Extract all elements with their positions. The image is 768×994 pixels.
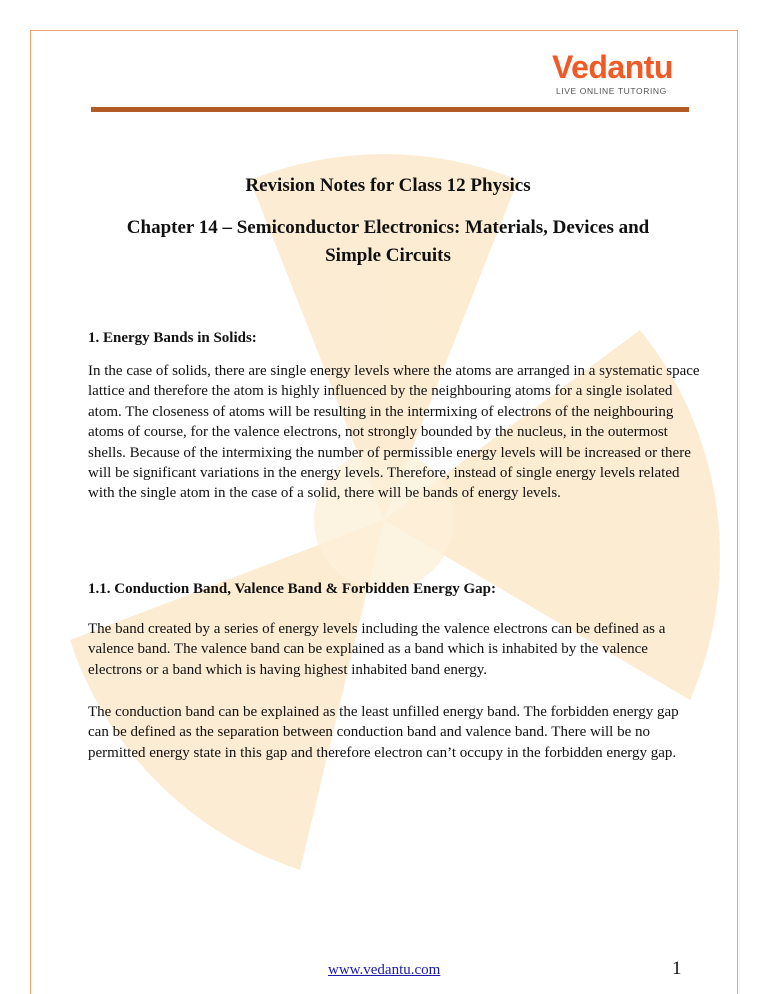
header-divider: [91, 107, 689, 112]
section-heading: 1.1. Conduction Band, Valence Band & Forbidden Energy Gap:: [88, 581, 496, 597]
section-paragraph: The band created by a series of energy levels including the valence electrons can be defined as a valence band. The valence band can be explained as a band which is inhabited by the valence electrons or a band which is having highest inhabited band energy.: [88, 621, 666, 678]
page-number: 1: [672, 958, 682, 979]
section-heading: 1. Energy Bands in Solids:: [88, 330, 257, 346]
logo-wordmark: Vedantu: [552, 49, 673, 85]
chapter-title-line1: Chapter 14 – Semiconductor Electronics: Materials, Devices and: [126, 217, 650, 238]
vedantu-logo: [552, 50, 682, 100]
section-paragraph: The conduction band can be explained as the least unfilled energy band. The forbidden energy gap can be defined as the separation between conduction band and valence band. There will be no permitted energy state in this gap and therefore electron can’t occupy in the forbidden energy gap.: [88, 704, 679, 761]
logo-tagline: LIVE ONLINE TUTORING: [556, 86, 667, 96]
section-paragraph: In the case of solids, there are single energy levels where the atoms are arranged in a systematic space lattice and therefore the atom is highly influenced by the neighbouring atoms for a single isolated atom. The closeness of atoms will be resulting in the intermixing of electrons of the neighbouring atoms of course, for the valence electrons, not strongly bounded by the nucleus, in the outermost shells. Because of the intermixing the number of permissible energy levels will be increased or there will be significant variations in the energy levels. Therefore, instead of single energy levels related with the single atom in the case of a solid, there will be bands of energy levels.: [88, 363, 700, 502]
chapter-title-line2: Simple Circuits: [325, 245, 451, 266]
document-title: Revision Notes for Class 12 Physics: [245, 175, 531, 196]
footer-website-link[interactable]: www.vedantu.com: [328, 962, 441, 978]
